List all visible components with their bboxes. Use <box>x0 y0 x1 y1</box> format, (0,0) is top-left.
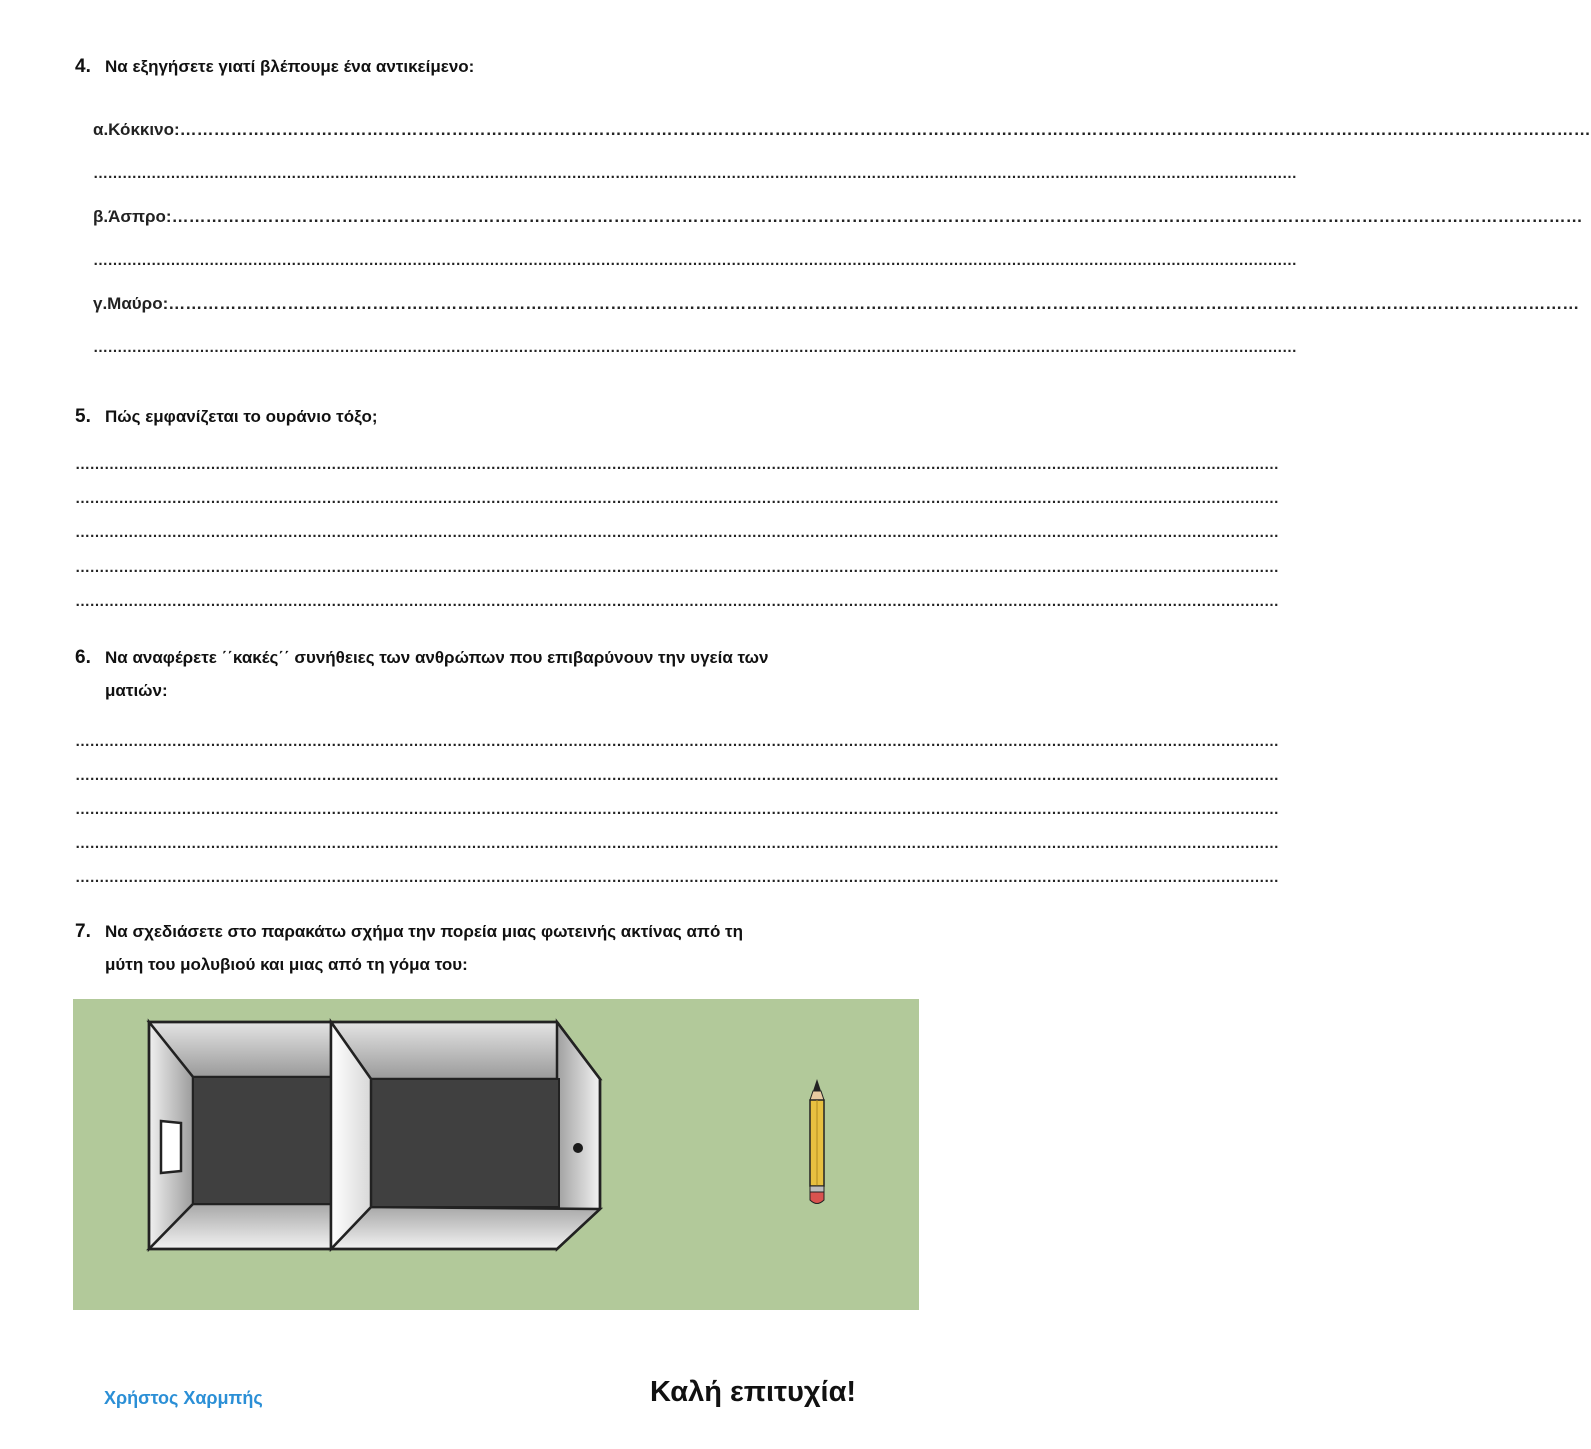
question-text: Πώς εμφανίζεται το ουράνιο τόξο; <box>105 407 378 426</box>
dotted-line: …………………………………………………………………………………………………………………………………………………………………………………………………………………………… <box>75 801 1279 818</box>
question-6 <box>75 644 768 672</box>
answer-line[interactable] <box>75 524 1279 541</box>
dotted-line: …………………………………………………………………………………………………………………………………………………………………………………………………………………………… <box>75 733 1279 750</box>
dotted-line: …………………………………………………………………………………………………………………………………………………………………………………………………………………………… <box>75 593 1279 610</box>
question-number: 6. <box>75 647 91 668</box>
answer-line[interactable] <box>75 835 1279 852</box>
pinhole-camera-illustration <box>73 999 919 1310</box>
dotted-line: …………………………………………………………………………………………………………………………………………………………………………………………………………………………… <box>75 524 1279 541</box>
answer-line[interactable] <box>75 767 1279 784</box>
answer-line[interactable] <box>75 456 1279 473</box>
question-7 <box>75 918 743 946</box>
question-7-continuation: μύτη του μολυβιού και μιας από τη γόμα του: <box>105 955 468 974</box>
subitem-label: β.Άσπρο: <box>93 207 172 226</box>
question-number: 5. <box>75 406 91 427</box>
question-5 <box>75 403 378 431</box>
good-luck-text: Καλή επιτυχία! <box>650 1376 857 1408</box>
author-name: Χρήστος Χαρμπής <box>104 1388 263 1408</box>
dotted-line: …………………………………………………………………………………………………………………………………………………………………………………………………………………………… <box>93 252 1297 269</box>
left-box <box>149 1022 331 1249</box>
answer-line[interactable] <box>75 869 1279 886</box>
question-4 <box>75 53 474 81</box>
dotted-line: …………………………………………………………………………………………………………………………………………………………………………………………………………………………… <box>179 120 1591 139</box>
question-text: Να εξηγήσετε γιατί βλέπουμε ένα αντικείμενο: <box>105 57 475 76</box>
pencil-icon <box>810 1079 824 1204</box>
dotted-line: …………………………………………………………………………………………………………………………………………………………………………………………………………………………… <box>75 835 1279 852</box>
answer-line[interactable] <box>75 559 1279 576</box>
dotted-line: …………………………………………………………………………………………………………………………………………………………………………………………………………………………… <box>75 559 1279 576</box>
answer-line[interactable] <box>93 339 1297 356</box>
question-number: 7. <box>75 921 91 942</box>
dotted-line: …………………………………………………………………………………………………………………………………………………………………………………………………………………………… <box>93 165 1297 182</box>
answer-line-red[interactable] <box>93 120 1591 140</box>
dotted-line: …………………………………………………………………………………………………………………………………………………………………………………………………………………………… <box>93 339 1297 356</box>
camera-figure[interactable] <box>73 999 919 1310</box>
answer-line-black[interactable] <box>93 294 1580 314</box>
question-number: 4. <box>75 56 91 77</box>
subitem-label: α.Κόκκινο: <box>93 120 180 139</box>
dotted-line: …………………………………………………………………………………………………………………………………………………………………………………………………………………………… <box>75 490 1279 507</box>
answer-line[interactable] <box>75 593 1279 610</box>
answer-line[interactable] <box>93 252 1297 269</box>
dotted-line: …………………………………………………………………………………………………………………………………………………………………………………………………………………………… <box>75 767 1279 784</box>
answer-line[interactable] <box>75 490 1279 507</box>
dotted-line: …………………………………………………………………………………………………………………………………………………………………………………………………………………………… <box>75 456 1279 473</box>
answer-line-white[interactable] <box>93 207 1583 227</box>
dotted-line: …………………………………………………………………………………………………………………………………………………………………………………………………………………………… <box>171 207 1583 226</box>
answer-line[interactable] <box>75 733 1279 750</box>
question-text: Να αναφέρετε ΄΄κακές΄΄ συνήθειες των ανθρώπων που επιβαρύνουν την υγεία των <box>105 648 769 667</box>
question-6-continuation: ματιών: <box>105 681 168 700</box>
dotted-line: …………………………………………………………………………………………………………………………………………………………………………………………………………………………… <box>75 869 1279 886</box>
answer-line[interactable] <box>75 801 1279 818</box>
subitem-label: γ.Μαύρο: <box>93 294 169 313</box>
dotted-line: …………………………………………………………………………………………………………………………………………………………………………………………………………………………… <box>168 294 1580 313</box>
question-text: Να σχεδιάσετε στο παρακάτω σχήμα την πορεία μιας φωτεινής ακτίνας από τη <box>105 922 744 941</box>
answer-line[interactable] <box>93 165 1297 182</box>
